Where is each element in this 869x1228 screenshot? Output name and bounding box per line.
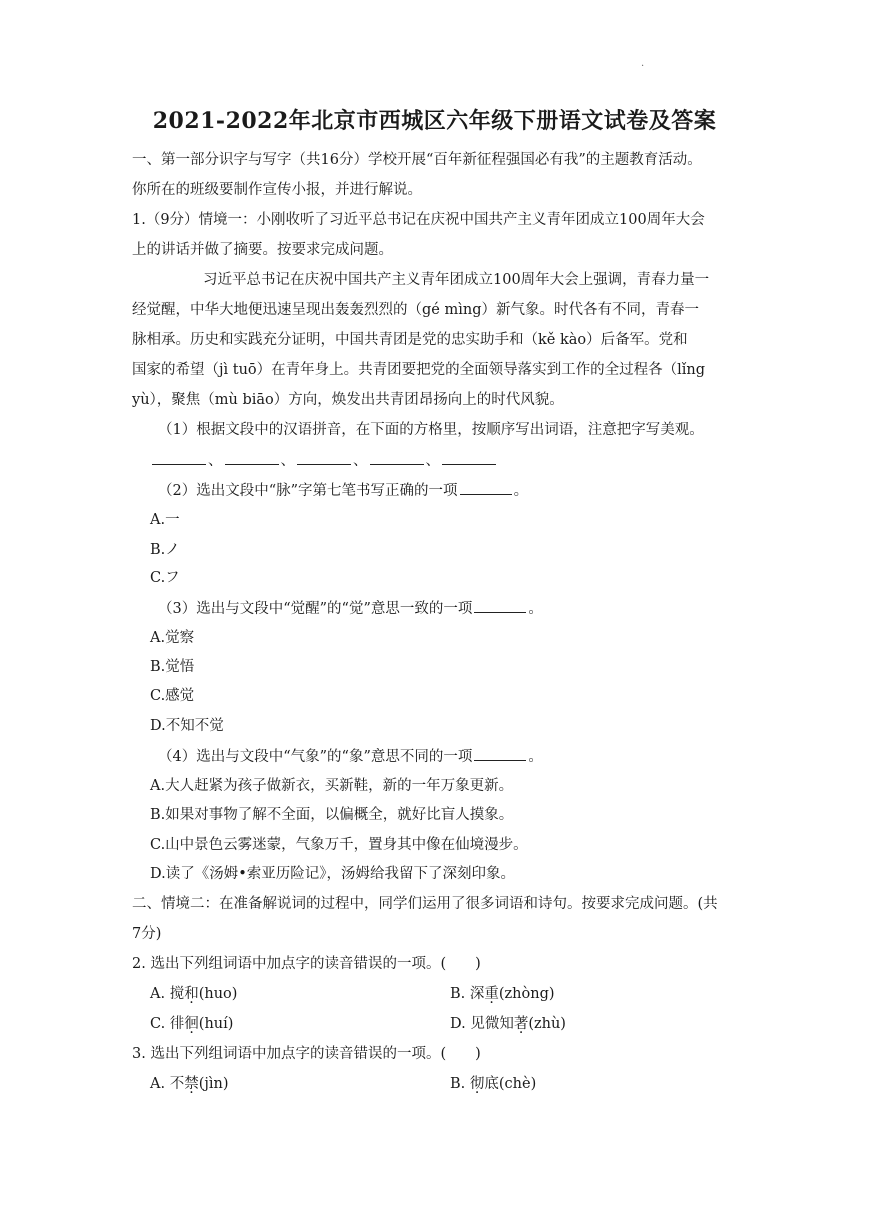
answer-blank[interactable]	[442, 450, 496, 465]
option-pinyin: (huo)	[198, 986, 238, 1002]
q1-sub3-option: D.不知不觉	[150, 718, 224, 734]
q3-stem: 3. 选出下列组词语中加点字的读音错误的一项。( )	[132, 1046, 481, 1062]
section2-line1: 二、情境二：在准备解说词的过程中，同学们运用了很多词语和诗句。按要求完成问题。(共	[132, 896, 718, 912]
page-title: 2021-2022年北京市西城区六年级下册语文试卷及答案	[152, 108, 717, 134]
q3-option-a	[150, 1074, 229, 1094]
q1-sub2-option: B.ノ	[150, 542, 180, 558]
q1-sub4	[158, 746, 543, 767]
q2-option-b	[450, 984, 555, 1004]
q1-passage-line: 经觉醒，中华大地便迅速呈现出轰轰烈烈的（gé mìng）新气象。时代各有不同，青春一	[132, 302, 699, 318]
q1-line1: 1.（9分）情境一：小刚收听了习近平总书记在庆祝中国共产主义青年团成立100周年大会	[132, 212, 705, 228]
q1-sub3-option: B.觉悟	[150, 659, 195, 675]
period: 。	[528, 601, 543, 617]
q1-sub4-option: C.山中景色云雾迷蒙，气象万千，置身其中像在仙境漫步。	[150, 837, 528, 853]
period: 。	[528, 749, 543, 765]
answer-blank[interactable]	[460, 480, 512, 495]
q1-sub4-option: B.如果对事物了解不全面，以偏概全，就好比盲人摸象。	[150, 807, 514, 823]
section1-intro-line2: 你所在的班级要制作宣传小报，并进行解说。	[132, 182, 422, 198]
dotted-char: 著	[513, 1016, 529, 1032]
q1-sub4-text: （4）选出与文段中“气象”的“象”意思不同的一项	[158, 749, 473, 765]
q1-sub2-option: A.一	[150, 512, 180, 528]
q1-sub2-option: C.フ	[150, 570, 180, 586]
q3-option-b	[450, 1074, 536, 1094]
q1-sub4-option: A.大人赶紧为孩子做新衣，买新鞋，新的一年万象更新。	[150, 778, 514, 794]
answer-blank[interactable]	[474, 746, 526, 761]
answer-blank[interactable]	[152, 450, 206, 465]
q2-stem: 2. 选出下列组词语中加点字的读音错误的一项。( )	[132, 956, 481, 972]
q1-passage-line: 国家的希望（jì tuō）在青年身上。共青团要把党的全面领导落实到工作的全过程各（lǐng	[132, 362, 706, 378]
q1-sub2	[158, 480, 528, 501]
q1-sub3-text: （3）选出与文段中“觉醒”的“觉”意思一致的一项	[158, 601, 473, 617]
option-text: A. 不	[150, 1076, 185, 1092]
option-text: C. 徘	[150, 1016, 185, 1032]
section2-line2: 7分)	[132, 926, 162, 942]
answer-blank[interactable]	[225, 450, 279, 465]
option-pinyin: (jìn)	[198, 1076, 229, 1092]
answer-blank[interactable]	[297, 450, 351, 465]
q2-option-d	[450, 1014, 566, 1034]
q1-passage-line: yù），聚焦（mù biāo）方向，焕发出共青团昂扬向上的时代风貌。	[132, 392, 564, 408]
option-text: B.	[450, 1076, 470, 1092]
dotted-char: 徊	[184, 1016, 199, 1032]
option-pinyin: (huí)	[198, 1016, 234, 1032]
q1-line2: 上的讲话并做了摘要。按要求完成问题。	[132, 242, 393, 258]
dotted-char: 彻	[469, 1076, 485, 1092]
answer-blank[interactable]	[474, 598, 526, 613]
q1-sub1-blanks	[150, 450, 498, 471]
blank-separator: 、	[353, 453, 368, 469]
q2-option-c	[150, 1014, 233, 1034]
option-text: B. 深	[450, 986, 485, 1002]
dotted-char: 禁	[184, 1076, 199, 1092]
q1-sub2-text: （2）选出文段中“脉”字第七笔书写正确的一项	[158, 483, 458, 499]
option-text: D. 见微知	[450, 1016, 514, 1032]
option-text: A. 搅	[150, 986, 185, 1002]
option-pinyin: 底(chè)	[484, 1076, 537, 1092]
dotted-char: 和	[184, 986, 199, 1002]
option-pinyin: (zhù)	[528, 1016, 566, 1032]
q1-sub1: （1）根据文段中的汉语拼音，在下面的方格里，按顺序写出词语，注意把字写美观。	[158, 422, 704, 438]
option-pinyin: (zhòng)	[498, 986, 555, 1002]
answer-blank[interactable]	[370, 450, 424, 465]
q2-option-a	[150, 984, 237, 1004]
q1-sub3	[158, 598, 543, 619]
section1-intro-line1: 一、第一部分识字与写字（共16分）学校开展“百年新征程强国必有我”的主题教育活动。	[132, 152, 702, 168]
q1-sub3-option: C.感觉	[150, 688, 195, 704]
blank-separator: 、	[425, 453, 440, 469]
q1-passage-line: 习近平总书记在庆祝中国共产主义青年团成立100周年大会上强调，青春力量一	[203, 272, 710, 288]
period: 。	[513, 483, 529, 499]
blank-separator: 、	[208, 453, 223, 469]
q1-sub3-option: A.觉察	[150, 630, 195, 646]
blank-separator: 、	[280, 453, 295, 469]
dotted-char: 重	[484, 986, 499, 1002]
q1-sub4-option: D.读了《汤姆•索亚历险记》，汤姆给我留下了深刻印象。	[150, 866, 516, 882]
q1-passage-line: 脉相承。历史和实践充分证明，中国共青团是党的忠实助手和（kě kào）后备军。党和	[132, 332, 688, 348]
header-dot: .	[641, 58, 645, 69]
